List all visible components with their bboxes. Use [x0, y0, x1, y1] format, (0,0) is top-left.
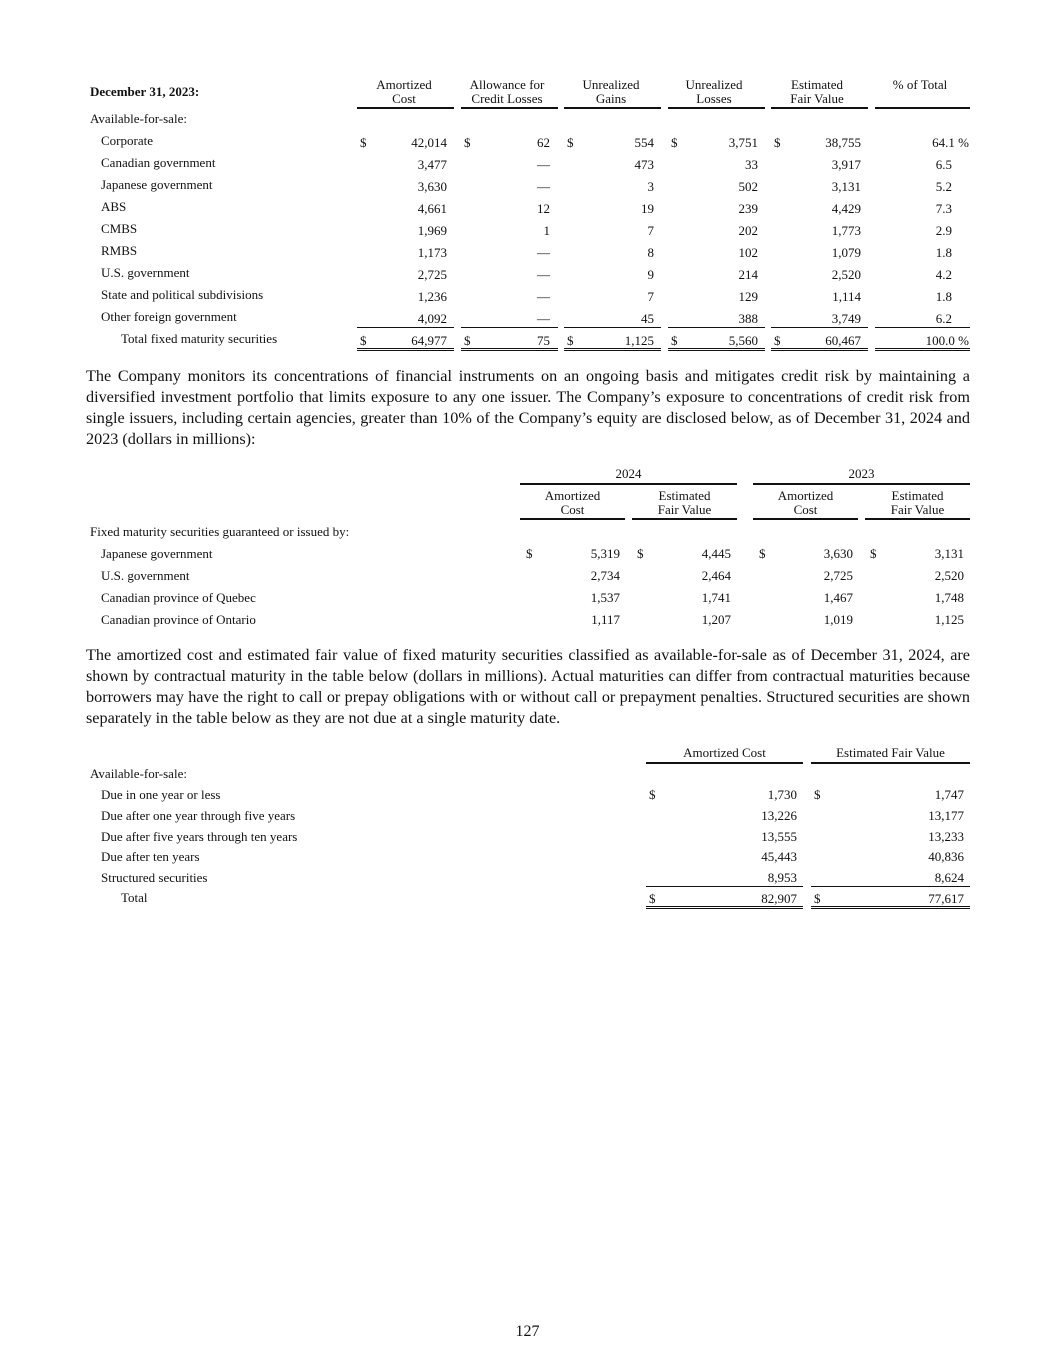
year-header-2024: 2024	[615, 466, 642, 481]
col-header-amortized-cost: Amortized Cost	[683, 745, 766, 760]
row-label: ABS	[101, 199, 127, 214]
row-label: Due in one year or less	[101, 787, 221, 802]
col-header-unrealized-losses: Unrealized Losses	[685, 77, 743, 106]
row-label: Corporate	[101, 133, 153, 148]
year-header-2023: 2023	[848, 466, 875, 481]
paragraph-maturity: The amortized cost and estimated fair value of fixed maturity securities classified as available-for-sale as of December 31, 2024, are shown by contractual maturity in the table below (dollars in millions). Actual maturities can differ from contractual maturities because borrowers may have the right to call or prepay obligations with or without call or prepayment penalties. Structured securities are shown separately in the table below as they are not due at a single maturity date.	[86, 646, 970, 727]
row-label: Structured securities	[101, 870, 208, 885]
row-label: Japanese government	[101, 546, 213, 561]
row-label: Canadian province of Quebec	[101, 590, 256, 605]
row-label: Canadian government	[101, 155, 216, 170]
row-label: Due after one year through five years	[101, 808, 296, 823]
paragraph-concentration: The Company monitors its concentrations of financial instruments on an ongoing basis and mitigates credit risk by maintaining a diversified investment portfolio that limits exposure to any one issuer. The Company’s exposure to concentrations of credit risk from single issuers, including certain agencies, greater than 10% of the Company’s equity are disclosed below, as of December 31, 2024 and 2023 (dollars in millions):	[86, 367, 970, 448]
col-header-allowance: Allowance for Credit Losses	[469, 77, 545, 106]
row-label: CMBS	[101, 221, 138, 236]
table-title: December 31, 2023:	[90, 84, 200, 99]
col-header-fv-2023: Estimated Fair Value	[890, 488, 945, 517]
section-label: Fixed maturity securities guaranteed or issued by:	[90, 524, 350, 539]
col-header-pct-total: % of Total	[892, 77, 948, 92]
col-header-cost-2024: Amortized Cost	[544, 488, 601, 517]
col-header-amortized-cost: Amortized Cost	[376, 77, 432, 106]
section-label: Available-for-sale:	[90, 766, 187, 781]
col-header-unrealized-gains: Unrealized Gains	[582, 77, 640, 106]
row-label: RMBS	[101, 243, 138, 258]
row-label: U.S. government	[101, 568, 190, 583]
row-label: Other foreign government	[101, 309, 237, 324]
col-header-fair-value: Estimated Fair Value	[836, 745, 945, 760]
col-header-fair-value: Estimated Fair Value	[790, 77, 844, 106]
row-label: U.S. government	[101, 265, 190, 280]
col-header-fv-2024: Estimated Fair Value	[657, 488, 712, 517]
row-label: Due after ten years	[101, 849, 200, 864]
row-label: Japanese government	[101, 177, 213, 192]
col-header-cost-2023: Amortized Cost	[777, 488, 834, 517]
page-number: 127	[515, 1323, 540, 1340]
section-label: Available-for-sale:	[90, 111, 187, 126]
row-label: Canadian province of Ontario	[101, 612, 256, 627]
row-label: State and political subdivisions	[101, 287, 264, 302]
row-label: Due after five years through ten years	[101, 829, 298, 844]
